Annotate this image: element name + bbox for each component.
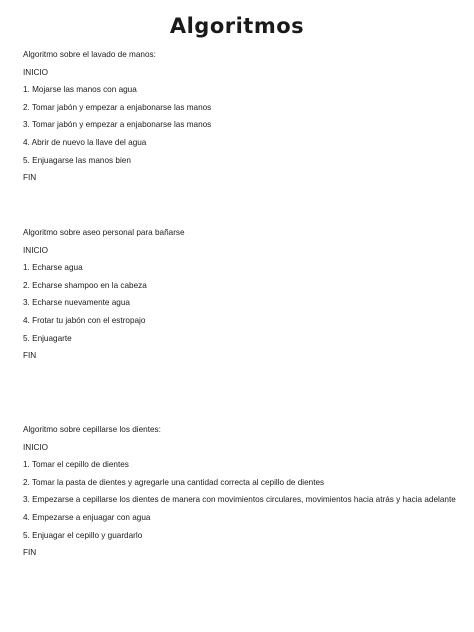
start-label: INICIO [23, 245, 49, 255]
step-item: 4. Empezarse a enjuagar con agua [23, 512, 151, 522]
algorithm-toothbrushing [23, 425, 463, 566]
end-label: FIN [23, 173, 37, 183]
end-label: FIN [23, 548, 37, 558]
section-heading: Algoritmo sobre aseo personal para bañarse [23, 228, 185, 237]
step-item: 1. Echarse agua [23, 263, 83, 273]
step-item: 5. Enjuagarse las manos bien [23, 155, 131, 165]
step-item: 2. Echarse shampoo en la cabeza [23, 280, 147, 290]
step-item: 5. Enjuagarte [23, 333, 72, 343]
step-item: 3. Echarse nuevamente agua [23, 298, 130, 308]
step-item: 4. Frotar tu jabón con el estropajo [23, 315, 146, 325]
step-item: 2. Tomar la pasta de dientes y agregarle una cantidad correcta al cepillo de dientes [23, 477, 325, 487]
algorithm-handwashing [23, 50, 463, 191]
end-label: FIN [23, 351, 37, 361]
page-title: Algoritmos [169, 14, 305, 38]
step-item: 5. Enjuagar el cepillo y guardarlo [23, 530, 143, 540]
step-item: 3. Empezarse a cepillarse los dientes de manera con movimientos circulares, movimientos hacia atrás y hacia adelante [23, 495, 456, 505]
step-item: 3. Tomar jabón y empezar a enjabonarse las manos [23, 120, 212, 130]
step-item: 4. Abrir de nuevo la llave del agua [23, 137, 147, 147]
step-item: 1. Tomar el cepillo de dientes [23, 460, 129, 470]
start-label: INICIO [23, 442, 49, 452]
start-label: INICIO [23, 67, 49, 77]
step-item: 1. Mojarse las manos con agua [23, 85, 137, 95]
step-item: 2. Tomar jabón y empezar a enjabonarse las manos [23, 102, 212, 112]
algorithm-bathing [23, 228, 463, 369]
section-heading: Algoritmo sobre cepillarse los dientes: [23, 425, 161, 434]
section-heading: Algoritmo sobre el lavado de manos: [23, 50, 156, 59]
